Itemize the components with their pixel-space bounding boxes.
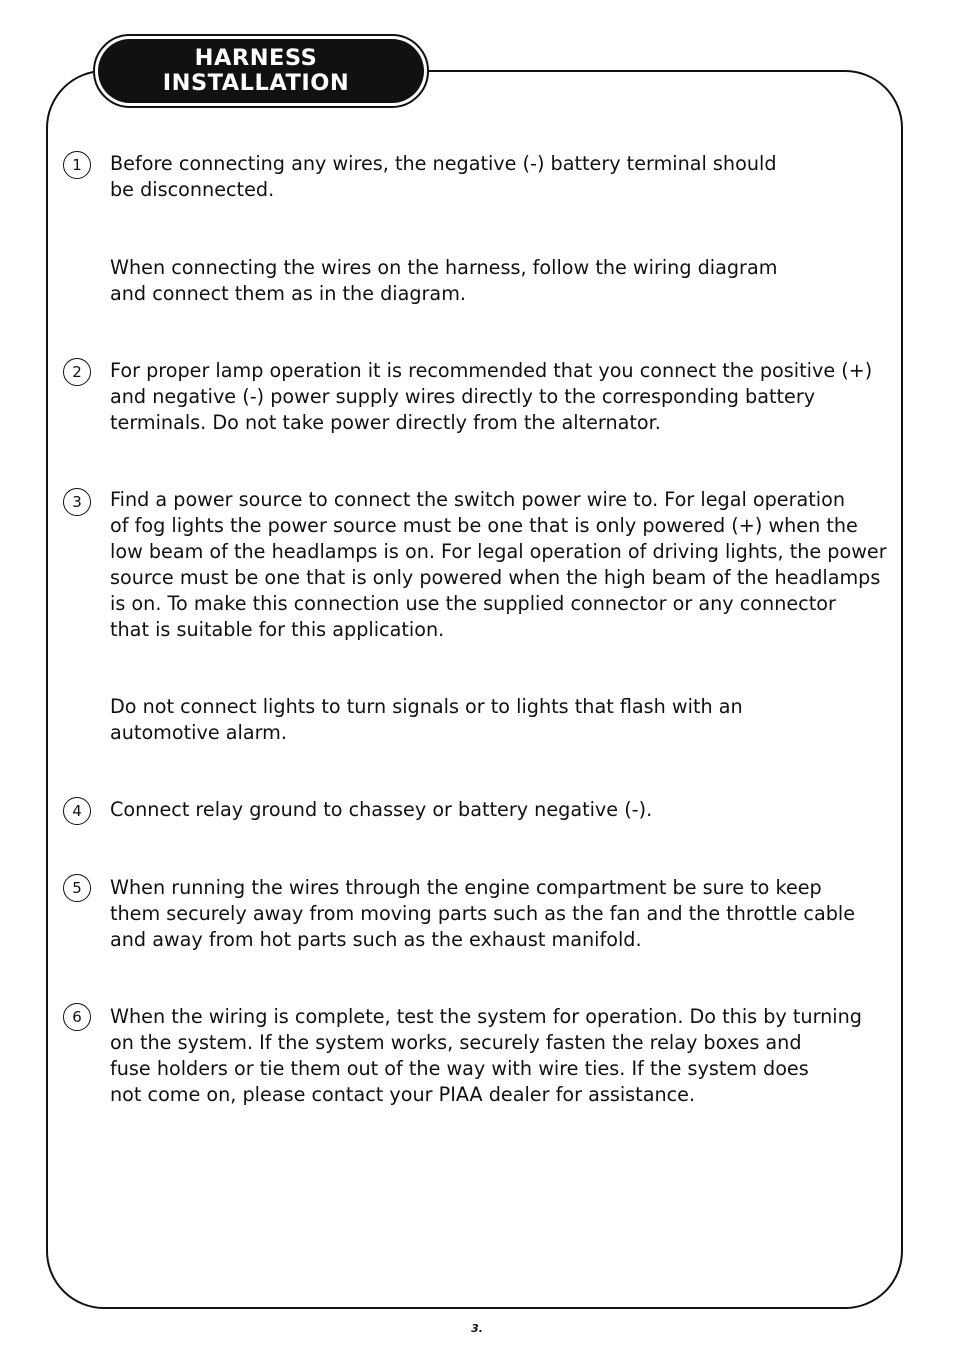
text-line: on the system. If the system works, securely fasten the relay boxes and xyxy=(110,1030,802,1054)
step-1-paragraph-1 xyxy=(110,151,900,203)
section-title-line-2: INSTALLATION xyxy=(162,70,350,96)
step-number-5: 5 xyxy=(63,874,91,902)
page-number: 3. xyxy=(471,1322,483,1335)
text-line: not come on, please contact your PIAA dealer for assistance. xyxy=(110,1082,696,1106)
text-line: Before connecting any wires, the negative (-) battery terminal should xyxy=(110,152,777,175)
text-line: that is suitable for this application. xyxy=(110,617,445,641)
step-number-4: 4 xyxy=(63,797,91,825)
text-line: source must be one that is only powered when the high beam of the headlamps xyxy=(110,565,881,589)
step-number-6: 6 xyxy=(63,1003,91,1031)
step-2-paragraph-1 xyxy=(110,358,900,436)
step-5-paragraph-1 xyxy=(110,875,900,953)
text-line: terminals. Do not take power directly from the alternator. xyxy=(110,410,661,434)
step-4-paragraph-1 xyxy=(110,797,900,823)
text-line: For proper lamp operation it is recommended that you connect the positive (+) xyxy=(110,359,873,382)
section-title xyxy=(98,39,424,103)
text-line: and negative (-) power supply wires directly to the corresponding battery xyxy=(110,384,816,408)
section-title-line-1: HARNESS xyxy=(194,45,318,71)
text-line: and away from hot parts such as the exhaust manifold. xyxy=(110,927,642,951)
text-line: fuse holders or tie them out of the way with wire ties. If the system does xyxy=(110,1056,809,1080)
text-line: is on. To make this connection use the supplied connector or any connector xyxy=(110,591,836,615)
text-line: of fog lights the power source must be one that is only powered (+) when the xyxy=(110,513,858,537)
text-line: Do not connect lights to turn signals or to lights that flash with an xyxy=(110,695,743,718)
text-line: Find a power source to connect the switch power wire to. For legal operation xyxy=(110,488,846,511)
step-number-1: 1 xyxy=(63,151,91,179)
text-line: them securely away from moving parts such as the fan and the throttle cable xyxy=(110,901,856,925)
text-line: automotive alarm. xyxy=(110,720,287,744)
text-line: be disconnected. xyxy=(110,177,275,201)
text-line: low beam of the headlamps is on. For legal operation of driving lights, the power xyxy=(110,539,887,563)
step-3-paragraph-2 xyxy=(110,694,900,746)
step-number-3: 3 xyxy=(63,488,91,516)
text-line: and connect them as in the diagram. xyxy=(110,281,466,305)
section-title-badge xyxy=(93,34,429,108)
step-3-paragraph-1 xyxy=(110,487,900,642)
text-line: When the wiring is complete, test the system for operation. Do this by turning xyxy=(110,1005,862,1028)
step-1-paragraph-2 xyxy=(110,255,900,307)
text-line: When connecting the wires on the harness, follow the wiring diagram xyxy=(110,256,778,279)
text-line: Connect relay ground to chassey or battery negative (-). xyxy=(110,798,653,821)
step-6-paragraph-1 xyxy=(110,1004,900,1108)
step-number-2: 2 xyxy=(63,358,91,386)
text-line: When running the wires through the engine compartment be sure to keep xyxy=(110,876,822,899)
